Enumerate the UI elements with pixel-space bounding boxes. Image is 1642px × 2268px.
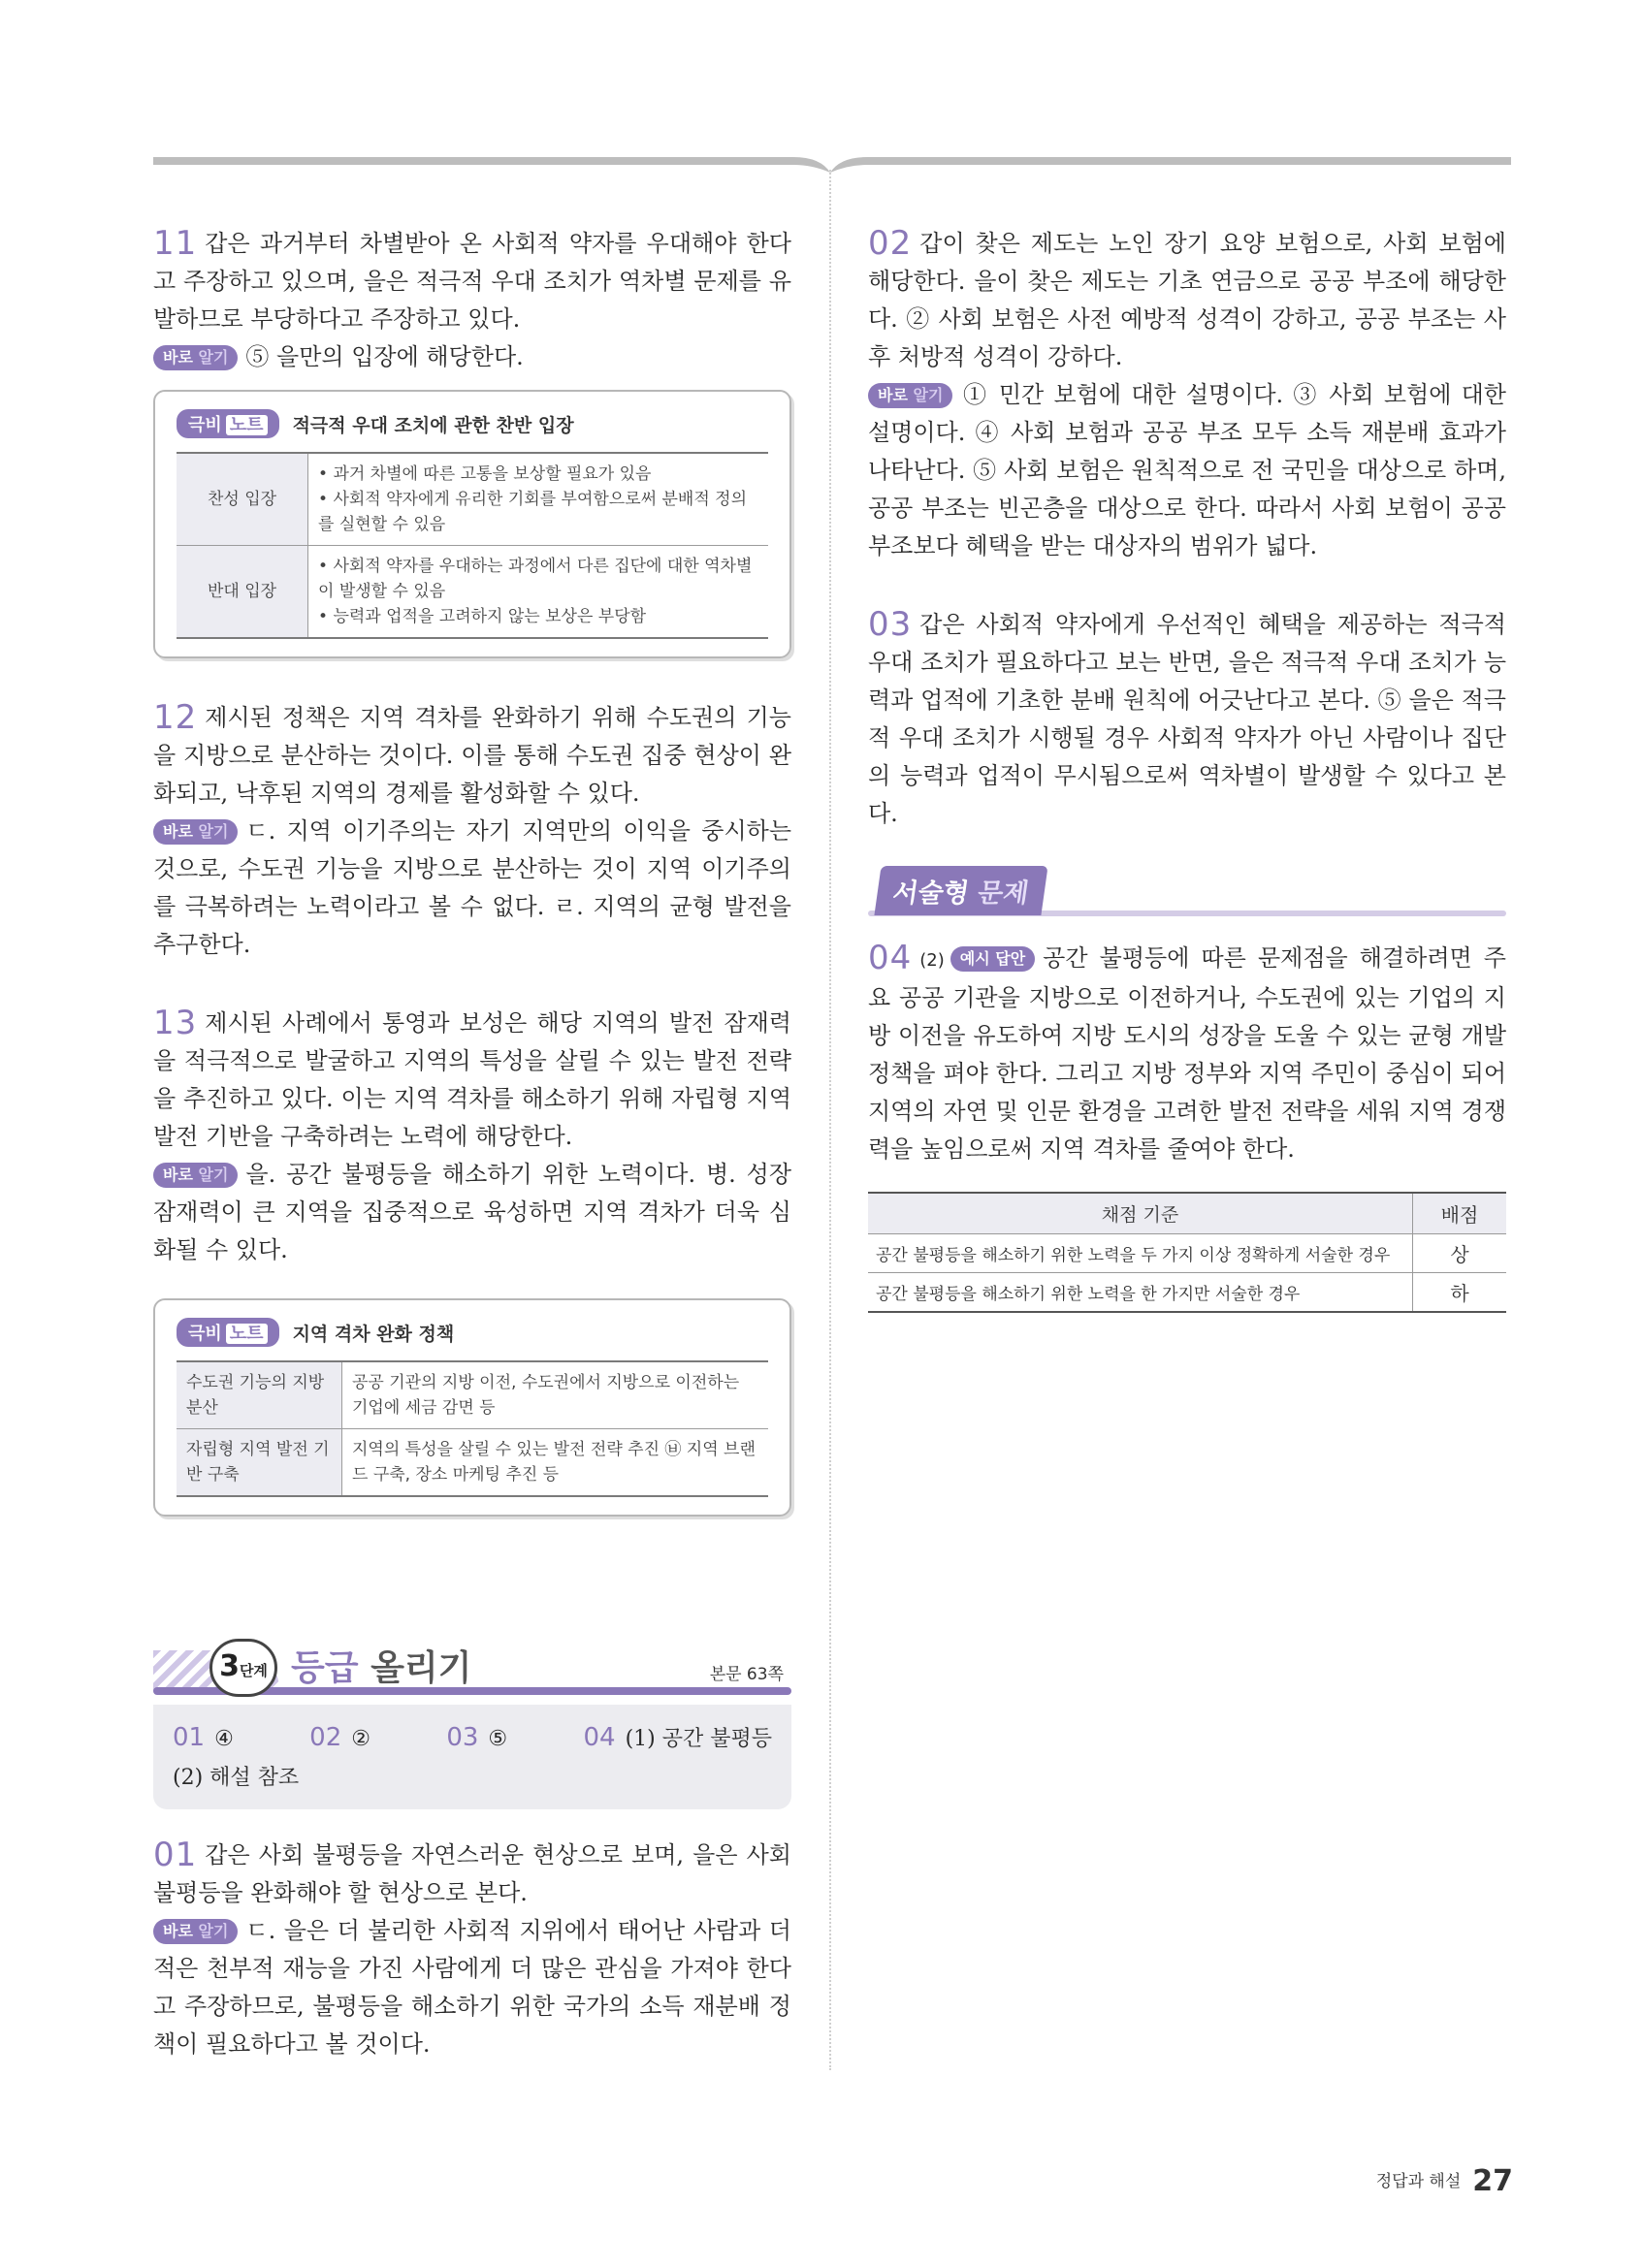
- list-item: • 능력과 업적을 고려하지 않는 보상은 부당함: [318, 604, 758, 629]
- explanation-text: 갑은 사회적 약자에게 우선적인 혜택을 제공하는 적극적 우대 조치가 필요하다고 보는 반면, 을은 적극적 우대 조치가 능력과 업적에 기초한 분배 원칙에 어긋난다고 본다. ⑤ 을은 적극적 우대 조치가 시행될 경우 사회적 약자가 아닌 사람이나 집단의 능력과 업적이 무시됨으로써 역차별이 발생할 수 있다고 본다.: [868, 611, 1506, 827]
- question-number: 13: [153, 1004, 198, 1042]
- question-number: 11: [153, 224, 198, 263]
- baro-algi-badge: 바로 알기: [153, 1163, 238, 1188]
- scoring-table: [868, 1192, 1506, 1313]
- section-title: 서술형 문제: [874, 866, 1047, 915]
- example-answer-badge: 예시 답안: [950, 946, 1035, 972]
- answer-item: 04 (1) 공간 불평등: [583, 1723, 772, 1752]
- list-item: • 사회적 약자에게 유리한 기회를 부여함으로써 분배적 정의를 실현할 수 있음: [318, 487, 758, 537]
- page-footer: [1376, 2164, 1513, 2198]
- top-decor-bar: [153, 151, 1511, 173]
- correct-note-text: ① 민간 보험에 대한 설명이다. ③ 사회 보험에 대한 설명이다. ④ 사회 보험과 공공 부조 모두 소득 재분배 효과가 나타난다. ⑤ 사회 보험은 원칙적으로 전 국민을 대상으로 하며, 공공 부조는 빈곤층을 대상으로 한다. 따라서 사회 보험이 공공 부조보다 혜택을 받는 대상자의 범위가 넓다.: [868, 381, 1506, 559]
- note-title: 지역 격차 완화 정책: [292, 1323, 455, 1345]
- score-cell: 상: [1413, 1234, 1507, 1273]
- answer-key-box: [153, 1705, 791, 1809]
- baro-algi-badge: 바로 알기: [153, 819, 238, 845]
- column-header: 채점 기준: [868, 1193, 1413, 1234]
- table-row: [177, 453, 768, 546]
- baro-algi-badge: 바로 알기: [868, 383, 952, 408]
- note-table: [177, 1360, 768, 1497]
- correct-note: [868, 376, 1506, 565]
- correct-note: [153, 813, 791, 964]
- note-tag: 극비 노트: [177, 409, 279, 438]
- correct-note: [153, 338, 791, 376]
- explanation-text: 갑은 과거부터 차별받아 온 사회적 약자를 우대해야 한다고 주장하고 있으며, 을은 적극적 우대 조치가 역차별 문제를 유발하므로 부당하다고 주장하고 있다.: [153, 230, 791, 333]
- question-number: 12: [153, 698, 198, 737]
- stage-title: 등급 올리기: [291, 1648, 472, 1688]
- answer-item: 03 ⑤: [446, 1723, 508, 1752]
- table-row: [177, 1361, 768, 1429]
- question-number: 01: [153, 1836, 198, 1874]
- score-cell: 하: [1413, 1273, 1507, 1313]
- question-13: [153, 1005, 791, 1156]
- answer-item: 02 ②: [309, 1723, 370, 1752]
- table-header-row: [868, 1193, 1506, 1234]
- explanation-text: 공간 불평등에 따른 문제점을 해결하려면 주요 공공 기관을 지방으로 이전하거나, 수도권에 있는 기업의 지방 이전을 유도하여 지방 도시의 성장을 도울 수 있는 균형 개발 정책을 펴야 한다. 그리고 지방 정부와 지역 주민이 중심이 되어 지역의 자연 및 인문 환경을 고려한 발전 전략을 세워 지역 경쟁력을 높임으로써 지역 격차를 줄여야 한다.: [868, 944, 1506, 1163]
- sub-number: (2): [919, 950, 945, 971]
- row-key: 찬성 입장: [177, 453, 308, 546]
- explanation-text: 갑이 찾은 제도는 노인 장기 요양 보험으로, 사회 보험에 해당한다. 을이 찾은 제도는 기초 연금으로 공공 부조에 해당한다. ② 사회 보험은 사전 예방적 성격이 강하고, 공공 부조는 사후 처방적 성격이 강하다.: [868, 230, 1506, 370]
- explanation-text: 갑은 사회 불평등을 자연스러운 현상으로 보며, 을은 사회 불평등을 완화해야 할 현상으로 본다.: [153, 1841, 791, 1906]
- question-number: 03: [868, 605, 913, 644]
- explanation-text: 제시된 정책은 지역 격차를 완화하기 위해 수도권의 기능을 지방으로 분산하는 것이다. 이를 통해 수도권 집중 현상이 완화되고, 낙후된 지역의 경제를 활성화할 수 있다.: [153, 704, 791, 807]
- list-item: • 사회적 약자를 우대하는 과정에서 다른 집단에 대한 역차별이 발생할 수 있음: [318, 554, 758, 604]
- row-key: 수도권 기능의 지방 분산: [177, 1361, 342, 1429]
- baro-algi-badge: 바로 알기: [153, 345, 238, 370]
- page-number: 27: [1472, 2164, 1513, 2198]
- stage-number-badge: 3단계: [209, 1639, 277, 1697]
- explanation-text: 제시된 사례에서 통영과 보성은 해당 지역의 발전 잠재력을 적극적으로 발굴하고 지역의 특성을 살릴 수 있는 발전 전략을 추진하고 있다. 이는 지역 격차를 해소하기 위해 자립형 지역 발전 기반을 구축하려는 노력에 해당한다.: [153, 1009, 791, 1150]
- row-key: 반대 입장: [177, 546, 308, 639]
- note-box-affirmative-action: [153, 390, 791, 658]
- column-divider: [829, 170, 831, 2070]
- correct-note-text: ㄷ. 을은 더 불리한 사회적 지위에서 태어난 사람과 더 적은 천부적 재능을 가진 사람에게 더 많은 관심을 가져야 한다고 주장하므로, 불평등을 해소하기 위한 국가의 소득 재분배 정책이 필요하다고 볼 것이다.: [153, 1917, 791, 2058]
- note-table: [177, 452, 768, 639]
- table-row: [177, 1429, 768, 1497]
- baro-algi-badge: 바로 알기: [153, 1919, 238, 1944]
- footer-label: 정답과 해설: [1375, 2172, 1462, 2191]
- stage3-header: [153, 1633, 791, 1705]
- correct-note: [153, 1912, 791, 2063]
- note-box-regional-gap: [153, 1298, 791, 1517]
- answer-item: 01 ④: [173, 1723, 234, 1752]
- question-12: [153, 699, 791, 813]
- solution-04: [868, 940, 1506, 1168]
- correct-note-text: ⑤ 을만의 입장에 해당한다.: [245, 343, 524, 370]
- essay-section-header: [868, 866, 1506, 918]
- right-column: [868, 225, 1506, 1313]
- solution-02: [868, 225, 1506, 376]
- question-11: [153, 225, 791, 338]
- correct-note: [153, 1156, 791, 1269]
- table-row: [868, 1273, 1506, 1313]
- row-value: 지역의 특성을 살릴 수 있는 발전 전략 추진 ㉥ 지역 브랜드 구축, 장소 마케팅 추진 등: [342, 1429, 769, 1497]
- note-title: 적극적 우대 조치에 관한 찬반 입장: [292, 414, 574, 436]
- list-item: • 과거 차별에 따른 고통을 보상할 필요가 있음: [318, 462, 758, 487]
- criteria-cell: 공간 불평등을 해소하기 위한 노력을 한 가지만 서술한 경우: [868, 1273, 1413, 1313]
- solution-01: [153, 1837, 791, 1912]
- answer-extra: (2) 해설 참조: [173, 1766, 300, 1790]
- table-row: [177, 546, 768, 639]
- correct-note-text: 을. 공간 불평등을 해소하기 위한 노력이다. 병. 성장 잠재력이 큰 지역을 집중적으로 육성하면 지역 격차가 더욱 심화될 수 있다.: [153, 1161, 791, 1263]
- row-value: 공공 기관의 지방 이전, 수도권에서 지방으로 이전하는 기업에 세금 감면 등: [342, 1361, 769, 1429]
- correct-note-text: ㄷ. 지역 이기주의는 자기 지역만의 이익을 중시하는 것으로, 수도권 기능을 지방으로 분산하는 것이 지역 이기주의를 극복하려는 노력이라고 볼 수 없다. ㄹ. 지역의 균형 발전을 추구한다.: [153, 817, 791, 958]
- table-row: [868, 1234, 1506, 1273]
- solution-03: [868, 606, 1506, 833]
- question-number: 02: [868, 224, 913, 263]
- column-header: 배점: [1413, 1193, 1507, 1234]
- page-reference: 본문 63쪽: [709, 1665, 784, 1684]
- criteria-cell: 공간 불평등을 해소하기 위한 노력을 두 가지 이상 정확하게 서술한 경우: [868, 1234, 1413, 1273]
- note-tag: 극비 노트: [177, 1318, 279, 1347]
- question-number: 04: [868, 939, 913, 977]
- row-key: 자립형 지역 발전 기반 구축: [177, 1429, 342, 1497]
- left-column: [153, 225, 791, 2063]
